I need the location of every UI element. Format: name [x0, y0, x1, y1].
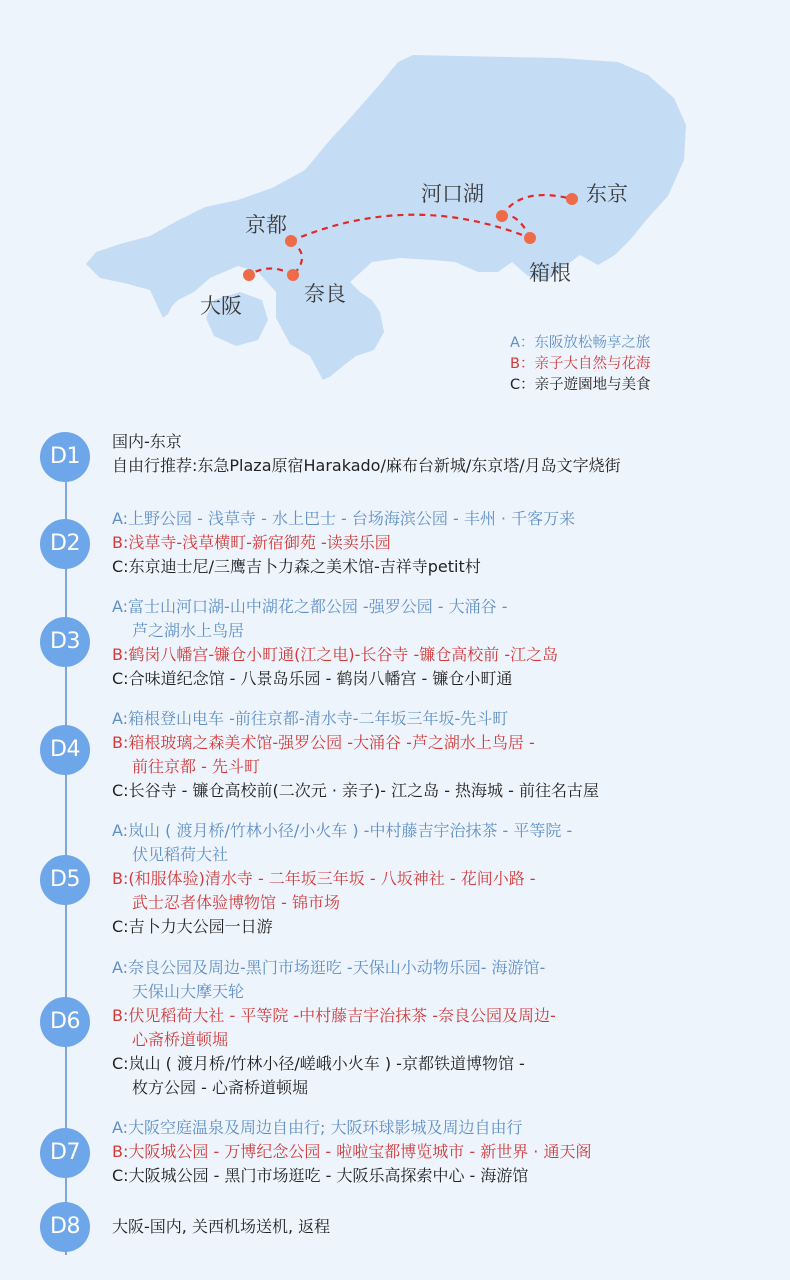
day-line-route-c: C:东京迪士尼/三鹰吉卜力森之美术馆-吉祥寺petit村 — [112, 557, 481, 576]
day-line: 国内-东京 — [112, 432, 182, 451]
day-line-route-a: A:岚山 ( 渡月桥/竹林小径/小火车 ) -中村藤吉宇治抹茶 - 平等院 - — [112, 821, 573, 840]
day-line: 自由行推荐:东急Plaza原宿Harakado/麻布台新城/东京塔/月岛文字烧街 — [112, 456, 621, 475]
day-line-route-b: B:伏见稻荷大社 - 平等院 -中村藤吉宇治抹茶 -奈良公园及周边- — [112, 1006, 556, 1025]
city-label-nara: 奈良 — [304, 282, 346, 306]
day-badge: D8 — [40, 1202, 90, 1252]
day-line-route-b-cont: 武士忍者体验博物馆 - 锦市场 — [132, 893, 340, 912]
day-line-route-a-cont: 天保山大摩天轮 — [132, 982, 245, 1001]
marker-osaka — [243, 269, 255, 281]
day-badge: D3 — [40, 617, 90, 667]
day-line-route-c: C:长谷寺 - 镰仓高校前(二次元 · 亲子)- 江之岛 - 热海城 - 前往名古屋 — [112, 781, 600, 800]
day-line-route-b-cont: 前往京都 - 先斗町 — [132, 757, 260, 776]
city-label-tokyo: 东京 — [586, 182, 628, 206]
day-lines — [112, 507, 782, 579]
day-line-route-b: B:鹤岗八幡宫-镰仓小町通(江之电)-长谷寺 -镰仓高校前 -江之岛 — [112, 645, 559, 664]
marker-tokyo — [566, 193, 578, 205]
day-lines — [112, 1215, 782, 1239]
day-line-route-b-cont: 心斋桥道顿堀 — [132, 1030, 229, 1049]
day-line-route-b: B:箱根玻璃之森美术馆-强罗公园 -大涌谷 -芦之湖水上鸟居 - — [112, 733, 535, 752]
city-label-osaka: 大阪 — [200, 294, 242, 318]
japan-landmass — [86, 55, 686, 380]
day-line-route-a: A:奈良公园及周边-黑门市场逛吃 -天保山小动物乐园- 海游馆- — [112, 958, 546, 977]
city-label-hakone: 箱根 — [529, 261, 571, 285]
marker-nara — [287, 269, 299, 281]
day-line-route-c-cont: 枚方公园 - 心斋桥道顿堀 — [132, 1078, 308, 1097]
day-badge: D7 — [40, 1128, 90, 1178]
day-badge: D2 — [40, 519, 90, 569]
day-badge: D1 — [40, 432, 90, 482]
day-lines — [112, 819, 782, 939]
route-map — [0, 0, 790, 420]
day-lines — [112, 595, 782, 691]
day-line-route-a-cont: 芦之湖水上鸟居 — [132, 621, 245, 640]
legend-route-c: C：亲子遊園地与美食 — [510, 377, 651, 393]
city-label-kawaguchiko: 河口湖 — [421, 182, 484, 206]
day-badge: D6 — [40, 997, 90, 1047]
legend-route-a: A：东阪放松畅享之旅 — [510, 335, 651, 351]
day-line-route-a: A:上野公园 - 浅草寺 - 水上巴士 - 台场海滨公园 - 丰州 · 千客万来 — [112, 509, 576, 528]
day-line-route-a: A:箱根登山电车 -前往京都-清水寺-二年坂三年坂-先斗町 — [112, 709, 509, 728]
day-lines — [112, 1116, 782, 1188]
day-line: 大阪-国内, 关西机场送机, 返程 — [112, 1217, 331, 1236]
day-lines — [112, 430, 782, 478]
day-line-route-c: C:吉卜力大公园一日游 — [112, 917, 273, 936]
city-label-kyoto: 京都 — [245, 213, 287, 237]
day-line-route-a: A:大阪空庭温泉及周边自由行; 大阪环球影城及周边自由行 — [112, 1118, 523, 1137]
day-line-route-b: B:大阪城公园 - 万博纪念公园 - 啦啦宝都博览城市 - 新世界 · 通天阁 — [112, 1142, 592, 1161]
day-line-route-c: C:合味道纪念馆 - 八景岛乐园 - 鹤岗八幡宫 - 镰仓小町通 — [112, 669, 513, 688]
day-line-route-a: A:富士山河口湖-山中湖花之都公园 -强罗公园 - 大涌谷 - — [112, 597, 508, 616]
day-line-route-c: C:大阪城公园 - 黑门市场逛吃 - 大阪乐高探索中心 - 海游馆 — [112, 1166, 529, 1185]
marker-hakone — [524, 232, 536, 244]
day-line-route-c: C:岚山 ( 渡月桥/竹林小径/嵯峨小火车 ) -京都铁道博物馆 - — [112, 1054, 525, 1073]
day-line-route-b: B:浅草寺-浅草横町-新宿御苑 -读卖乐园 — [112, 533, 391, 552]
day-line-route-b: B:(和服体验)清水寺 - 二年坂三年坂 - 八坂神社 - 花间小路 - — [112, 869, 536, 888]
day-badge: D5 — [40, 855, 90, 905]
day-line-route-a-cont: 伏见稻荷大社 — [132, 845, 229, 864]
marker-kawaguchiko — [496, 210, 508, 222]
day-lines — [112, 707, 782, 803]
day-badge: D4 — [40, 725, 90, 775]
route-legend — [510, 333, 651, 396]
legend-route-b: B：亲子大自然与花海 — [510, 356, 651, 372]
day-lines — [112, 956, 782, 1100]
